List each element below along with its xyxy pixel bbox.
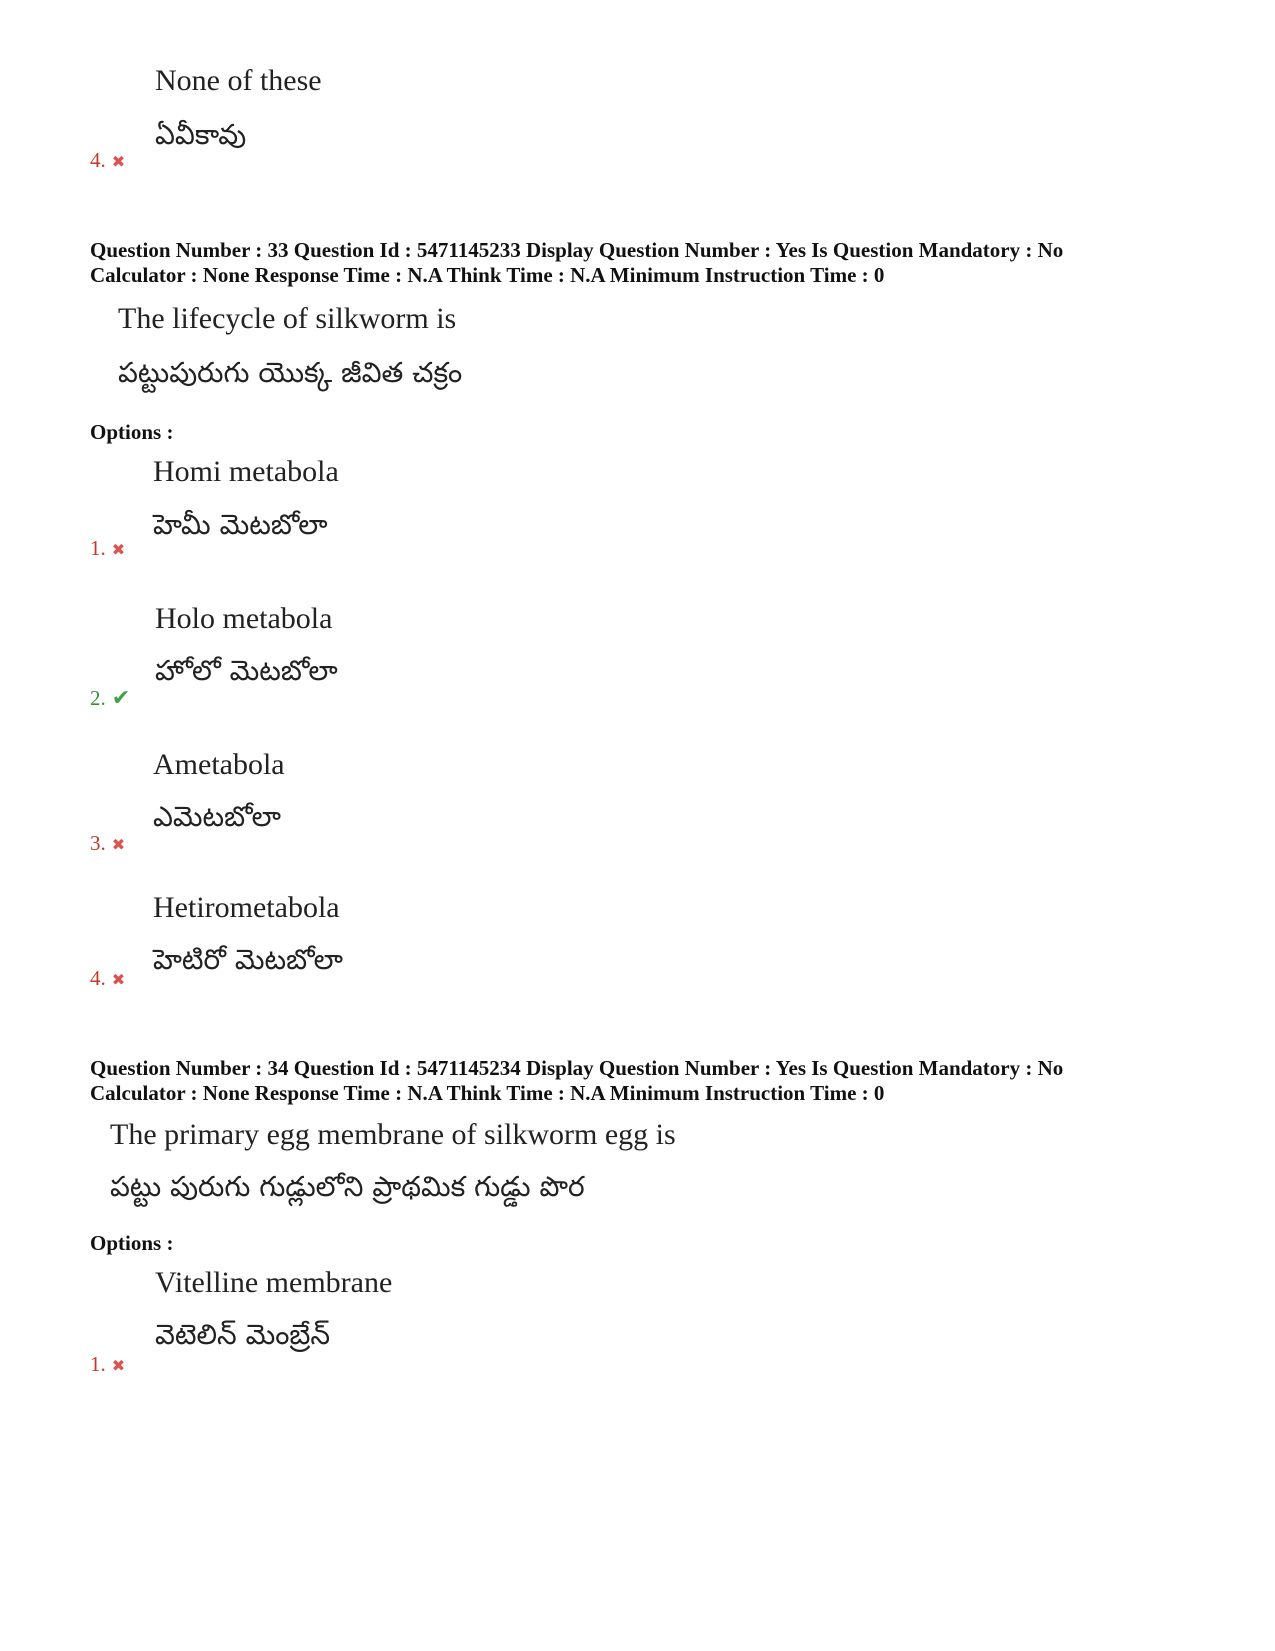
cross-icon: ✖: [111, 1356, 126, 1375]
q33-option-1-text-te: హెమీ మెటబోలా: [153, 508, 328, 541]
question-34-text-en: The primary egg membrane of silkworm egg is: [110, 1118, 676, 1151]
cross-icon: ✖: [111, 970, 126, 989]
option-number: 2.: [90, 686, 106, 710]
prev-option-4-text-en: None of these: [155, 64, 322, 97]
q33-option-1-number: [90, 536, 125, 561]
cross-icon: ✖: [111, 835, 126, 854]
question-34-meta: [90, 1056, 1063, 1106]
question-33-meta-line2: Calculator : None Response Time : N.A Think Time : N.A Minimum Instruction Time : 0: [90, 263, 885, 287]
q33-option-3-text-te: ఎమెటబోలా: [153, 800, 281, 833]
check-icon: ✔: [111, 686, 131, 711]
question-33-meta: [90, 238, 1063, 288]
option-number: 3.: [90, 831, 106, 855]
option-number: 1.: [90, 536, 106, 560]
q33-option-2-text-en: Holo metabola: [155, 602, 333, 635]
q33-option-1-text-en: Homi metabola: [153, 455, 339, 488]
q33-option-2-text-te: హోలో మెటబోలా: [155, 654, 338, 687]
question-34-text-te: పట్టు పురుగు గుడ్లులోని ప్రాథమిక గుడ్డు పొర: [110, 1170, 585, 1203]
option-number: 1.: [90, 1352, 106, 1376]
question-34-options-label: Options :: [90, 1231, 174, 1255]
q33-option-4-text-en: Hetirometabola: [153, 891, 340, 924]
q33-option-3-number: [90, 831, 125, 856]
q33-option-3-text-en: Ametabola: [153, 748, 285, 781]
cross-icon: ✖: [111, 152, 126, 171]
q34-option-1-number: [90, 1352, 125, 1377]
prev-option-4-number: [90, 148, 125, 173]
q33-option-4-number: [90, 966, 125, 991]
q34-option-1-text-en: Vitelline membrane: [155, 1266, 393, 1299]
q33-option-2-number: [90, 686, 130, 711]
q33-option-4-text-te: హెటిరో మెటబోలా: [153, 943, 343, 976]
question-33-text-en: The lifecycle of silkworm is: [118, 302, 457, 335]
question-33-text-te: పట్టుపురుగు యొక్క జీవిత చక్రం: [118, 356, 463, 389]
option-number: 4.: [90, 966, 106, 990]
question-34-meta-line1: Question Number : 34 Question Id : 5471145234 Display Question Number : Yes Is Question Mandatory : No: [90, 1056, 1064, 1080]
question-33-meta-line1: Question Number : 33 Question Id : 5471145233 Display Question Number : Yes Is Question Mandatory : No: [90, 238, 1064, 262]
option-number: 4.: [90, 148, 106, 172]
cross-icon: ✖: [111, 540, 126, 559]
prev-option-4-text-te: ఏవీకావు: [155, 118, 247, 151]
question-33-options-label: Options :: [90, 420, 174, 444]
question-34-meta-line2: Calculator : None Response Time : N.A Think Time : N.A Minimum Instruction Time : 0: [90, 1081, 885, 1105]
q34-option-1-text-te: వెటెలిన్ మెంబ్రేన్: [155, 1318, 331, 1351]
